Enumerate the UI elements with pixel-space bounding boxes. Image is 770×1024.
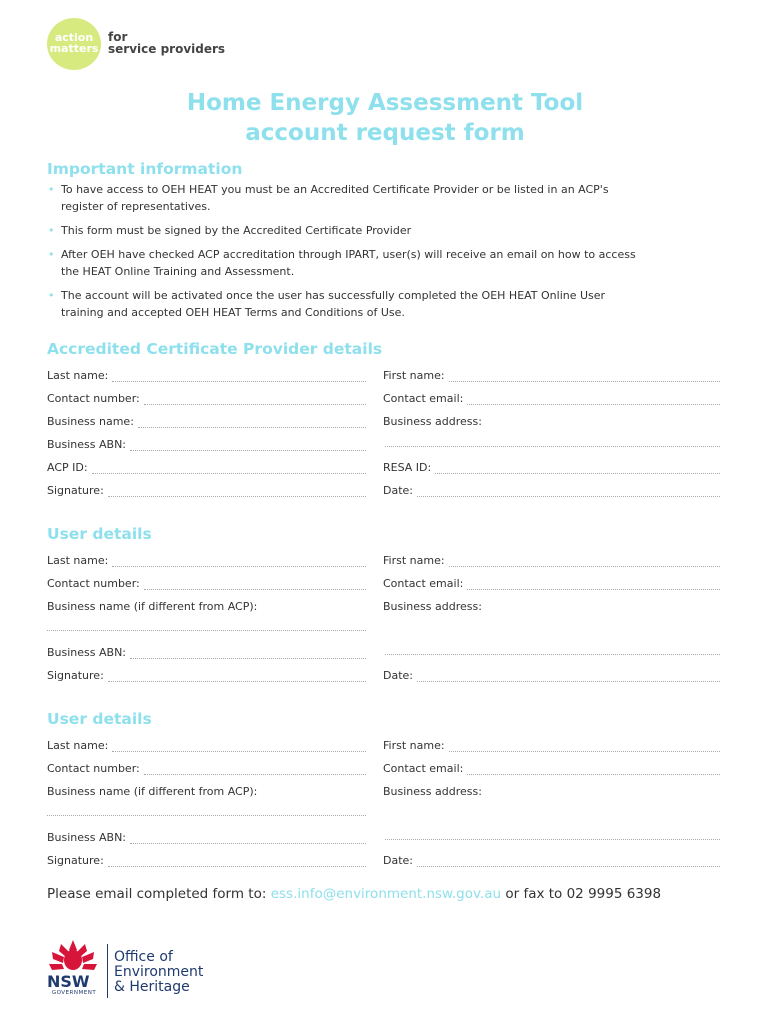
field-label: Business ABN:: [47, 831, 127, 844]
user1-business-abn-field[interactable]: [47, 643, 366, 659]
field-label: Signature:: [47, 854, 104, 867]
acp-last-name-field[interactable]: [47, 366, 366, 382]
email-link[interactable]: ess.info@environment.nsw.gov.au: [270, 886, 502, 902]
office-line3: & Heritage: [114, 979, 190, 995]
acp-business-address-field[interactable]: [383, 412, 720, 428]
field-label: Contact number:: [47, 762, 140, 775]
user1-business-name-field[interactable]: [47, 597, 366, 613]
title-line1: Home Energy Assessment Tool: [186, 90, 584, 116]
user2-contact-email-field[interactable]: [383, 759, 720, 775]
acp-date-field[interactable]: [383, 481, 720, 497]
field-label: Business address:: [383, 600, 482, 613]
fill-line[interactable]: [144, 763, 366, 775]
fill-line[interactable]: [130, 439, 366, 451]
field-label: First name:: [383, 739, 445, 752]
field-label: Contact number:: [47, 392, 140, 405]
user2-business-name-field[interactable]: [47, 782, 366, 798]
field-label: Contact email:: [383, 762, 464, 775]
user1-date-field[interactable]: [383, 666, 720, 682]
field-label: Contact email:: [383, 577, 464, 590]
business-name-line[interactable]: [47, 815, 366, 816]
field-label: Contact number:: [47, 577, 140, 590]
fill-line[interactable]: [449, 740, 720, 752]
important-info-list: [47, 181, 647, 328]
fill-line[interactable]: [92, 462, 366, 474]
field-label: Business address:: [383, 415, 482, 428]
fill-line[interactable]: [417, 670, 720, 682]
user2-first-name-field[interactable]: [383, 736, 720, 752]
user1-first-name-field[interactable]: [383, 551, 720, 567]
logo-text-matters: matters: [49, 42, 99, 55]
field-label: First name:: [383, 369, 445, 382]
office-name: [114, 950, 203, 995]
business-address-line[interactable]: [385, 654, 720, 655]
tagline-line2: service providers: [108, 42, 226, 56]
acp-id-field[interactable]: [47, 458, 366, 474]
field-label: Last name:: [47, 554, 109, 567]
user2-contact-number-field[interactable]: [47, 759, 366, 775]
fax-text: or fax to 02 9995 6398: [505, 886, 662, 902]
field-label: Last name:: [47, 369, 109, 382]
waratah-icon: [47, 938, 99, 974]
acp-details-heading: Accredited Certificate Provider details: [47, 340, 383, 358]
acp-first-name-field[interactable]: [383, 366, 720, 382]
fill-line[interactable]: [467, 393, 720, 405]
government-text: GOVERNMENT: [51, 990, 97, 996]
user2-business-abn-field[interactable]: [47, 828, 366, 844]
fill-line[interactable]: [435, 462, 720, 474]
fill-line[interactable]: [417, 855, 720, 867]
nsw-wordmark: NSW: [47, 972, 90, 991]
fill-line[interactable]: [108, 485, 366, 497]
fill-line[interactable]: [449, 555, 720, 567]
field-label: Signature:: [47, 669, 104, 682]
user2-last-name-field[interactable]: [47, 736, 366, 752]
submission-instructions: [47, 886, 661, 902]
fill-line[interactable]: [108, 855, 366, 867]
email-prefix: Please email completed form to:: [47, 886, 267, 902]
fill-line[interactable]: [112, 555, 366, 567]
tagline-line1: for: [108, 30, 128, 44]
fill-line[interactable]: [112, 370, 366, 382]
user1-business-address-field[interactable]: [383, 597, 720, 613]
user1-contact-number-field[interactable]: [47, 574, 366, 590]
field-label: Business name (if different from ACP):: [47, 600, 258, 613]
fill-line[interactable]: [467, 578, 720, 590]
user-details-heading: User details: [47, 710, 152, 728]
acp-business-name-field[interactable]: [47, 412, 366, 428]
field-label: ACP ID:: [47, 461, 88, 474]
fill-line[interactable]: [130, 647, 366, 659]
tagline: [108, 31, 278, 55]
fill-line[interactable]: [138, 416, 366, 428]
fill-line[interactable]: [144, 578, 366, 590]
field-label: First name:: [383, 554, 445, 567]
info-bullet: • This form must be signed by the Accredited Certificate Provider: [47, 222, 647, 239]
field-label: Business name (if different from ACP):: [47, 785, 258, 798]
field-label: Business ABN:: [47, 646, 127, 659]
business-name-line[interactable]: [47, 630, 366, 631]
action-matters-logo: [47, 18, 101, 70]
user2-signature-field[interactable]: [47, 851, 366, 867]
field-label: Business address:: [383, 785, 482, 798]
user1-signature-field[interactable]: [47, 666, 366, 682]
acp-contact-number-field[interactable]: [47, 389, 366, 405]
field-label: Signature:: [47, 484, 104, 497]
field-label: Date:: [383, 669, 413, 682]
info-bullet: • The account will be activated once the user has successfully completed the OEH HEAT Online User training and accepted OEH HEAT Terms and Conditions of Use.: [47, 287, 647, 321]
field-label: RESA ID:: [383, 461, 432, 474]
fill-line[interactable]: [112, 740, 366, 752]
field-label: Business ABN:: [47, 438, 127, 451]
acp-signature-field[interactable]: [47, 481, 366, 497]
acp-contact-email-field[interactable]: [383, 389, 720, 405]
business-address-line[interactable]: [385, 446, 720, 447]
fill-line[interactable]: [130, 832, 366, 844]
fill-line[interactable]: [144, 393, 366, 405]
office-line2: Environment: [114, 964, 204, 980]
user2-date-field[interactable]: [383, 851, 720, 867]
field-label: Date:: [383, 854, 413, 867]
logo-text-action: action: [54, 31, 94, 44]
field-label: Last name:: [47, 739, 109, 752]
user1-last-name-field[interactable]: [47, 551, 366, 567]
user-details-heading: User details: [47, 525, 152, 543]
field-label: Contact email:: [383, 392, 464, 405]
field-label: Business name:: [47, 415, 134, 428]
user2-business-address-field[interactable]: [383, 782, 720, 798]
title-line2: account request form: [245, 120, 525, 146]
fill-line[interactable]: [449, 370, 720, 382]
page-title: [0, 88, 770, 148]
logo-divider: [107, 944, 108, 998]
office-line1: Office of: [114, 949, 173, 965]
info-bullet: • To have access to OEH HEAT you must be an Accredited Certificate Provider or be listed in an ACP's register of representatives.: [47, 181, 647, 215]
info-bullet: • After OEH have checked ACP accreditation through IPART, user(s) will receive an email on how to access the HEAT Online Training and Assessment.: [47, 246, 647, 280]
user1-contact-email-field[interactable]: [383, 574, 720, 590]
fill-line[interactable]: [467, 763, 720, 775]
business-address-line[interactable]: [385, 839, 720, 840]
important-info-heading: Important information: [47, 160, 243, 178]
acp-business-abn-field[interactable]: [47, 435, 366, 451]
resa-id-field[interactable]: [383, 458, 720, 474]
fill-line[interactable]: [108, 670, 366, 682]
fill-line[interactable]: [417, 485, 720, 497]
field-label: Date:: [383, 484, 413, 497]
